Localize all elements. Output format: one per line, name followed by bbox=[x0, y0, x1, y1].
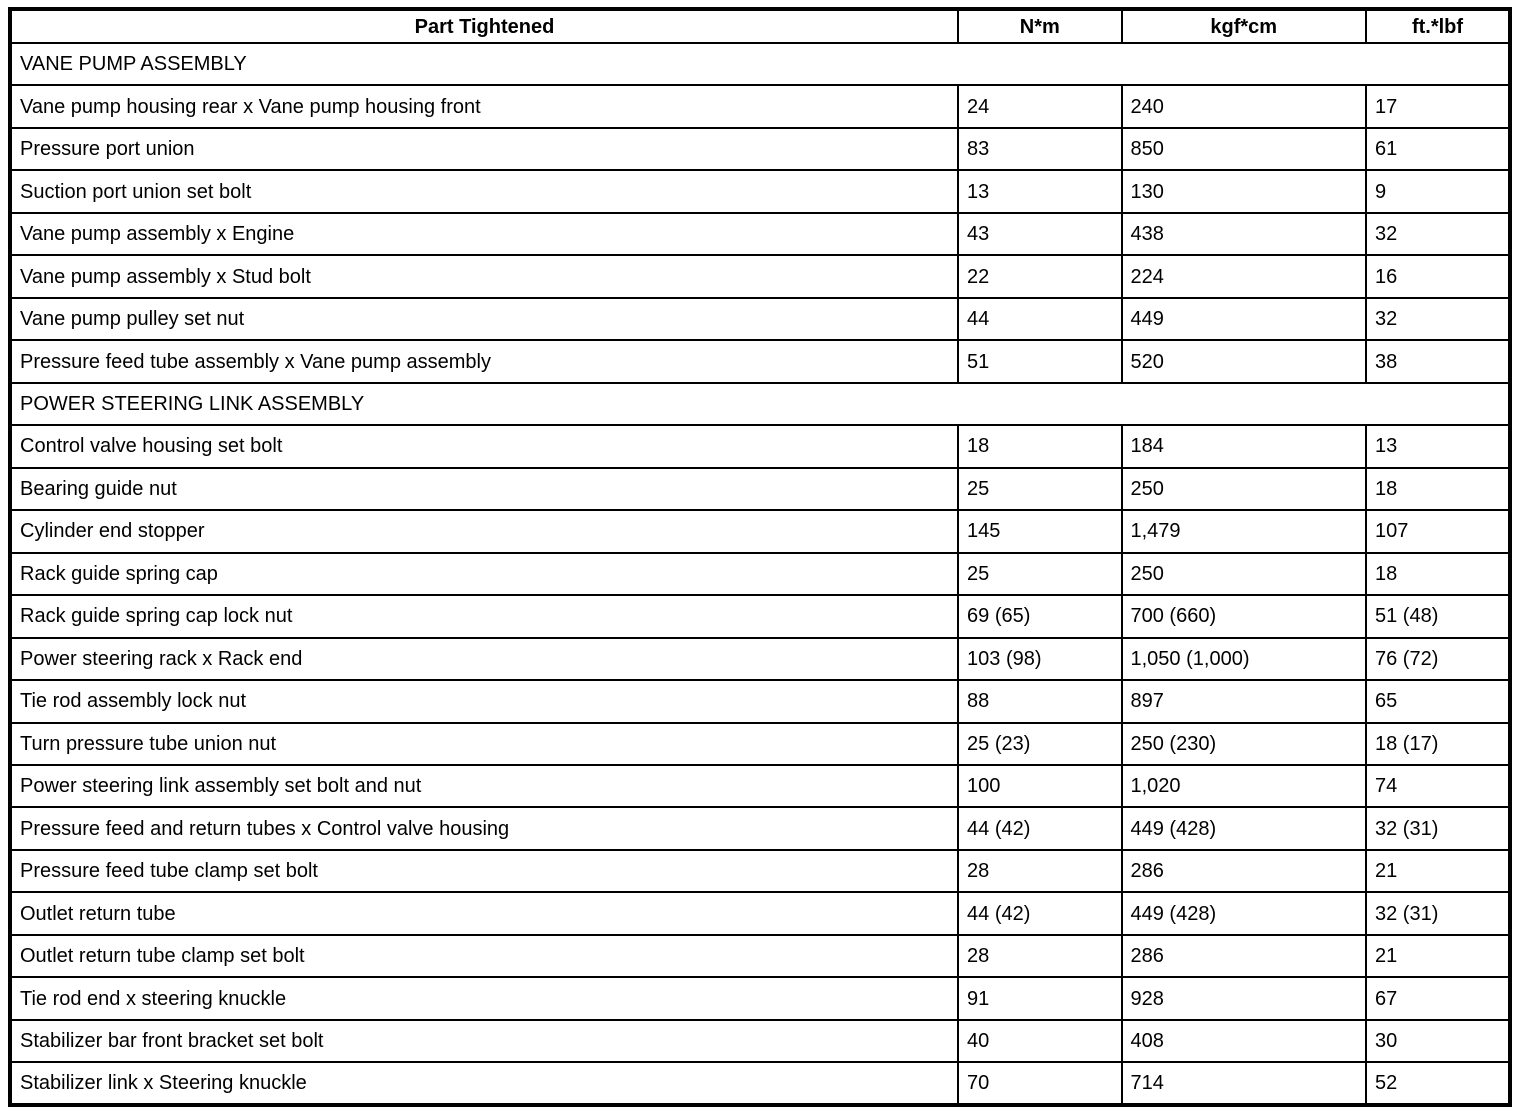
column-header-ftlbf: ft.*lbf bbox=[1366, 9, 1510, 43]
table-row bbox=[10, 680, 1510, 722]
table-row bbox=[10, 213, 1510, 255]
ftlbf-cell: 21 bbox=[1366, 935, 1510, 977]
column-header-kgfcm: kgf*cm bbox=[1122, 9, 1366, 43]
ftlbf-cell: 18 bbox=[1366, 553, 1510, 595]
ftlbf-cell: 32 (31) bbox=[1366, 807, 1510, 849]
ftlbf-cell: 21 bbox=[1366, 850, 1510, 892]
ftlbf-cell: 17 bbox=[1366, 85, 1510, 127]
torque-spec-table bbox=[8, 7, 1512, 1107]
ftlbf-cell: 16 bbox=[1366, 255, 1510, 297]
kgfcm-cell: 438 bbox=[1122, 213, 1366, 255]
part-cell: Rack guide spring cap bbox=[10, 553, 958, 595]
ftlbf-cell: 76 (72) bbox=[1366, 638, 1510, 680]
part-cell: Rack guide spring cap lock nut bbox=[10, 595, 958, 637]
nm-cell: 91 bbox=[958, 977, 1121, 1019]
ftlbf-cell: 9 bbox=[1366, 170, 1510, 212]
table-row bbox=[10, 807, 1510, 849]
table-row bbox=[10, 128, 1510, 170]
part-cell: Power steering rack x Rack end bbox=[10, 638, 958, 680]
ftlbf-cell: 18 bbox=[1366, 468, 1510, 510]
table-row bbox=[10, 595, 1510, 637]
kgfcm-cell: 250 (230) bbox=[1122, 723, 1366, 765]
kgfcm-cell: 240 bbox=[1122, 85, 1366, 127]
kgfcm-cell: 184 bbox=[1122, 425, 1366, 467]
table-row bbox=[10, 850, 1510, 892]
kgfcm-cell: 286 bbox=[1122, 935, 1366, 977]
table-row bbox=[10, 638, 1510, 680]
nm-cell: 44 (42) bbox=[958, 807, 1121, 849]
kgfcm-cell: 1,050 (1,000) bbox=[1122, 638, 1366, 680]
ftlbf-cell: 74 bbox=[1366, 765, 1510, 807]
nm-cell: 40 bbox=[958, 1020, 1121, 1062]
part-cell: Control valve housing set bolt bbox=[10, 425, 958, 467]
ftlbf-cell: 107 bbox=[1366, 510, 1510, 552]
ftlbf-cell: 32 bbox=[1366, 213, 1510, 255]
kgfcm-cell: 250 bbox=[1122, 553, 1366, 595]
kgfcm-cell: 224 bbox=[1122, 255, 1366, 297]
ftlbf-cell: 18 (17) bbox=[1366, 723, 1510, 765]
table-row bbox=[10, 510, 1510, 552]
part-cell: Outlet return tube clamp set bolt bbox=[10, 935, 958, 977]
ftlbf-cell: 38 bbox=[1366, 340, 1510, 382]
table-row bbox=[10, 892, 1510, 934]
nm-cell: 51 bbox=[958, 340, 1121, 382]
part-cell: Turn pressure tube union nut bbox=[10, 723, 958, 765]
table-row bbox=[10, 340, 1510, 382]
nm-cell: 103 (98) bbox=[958, 638, 1121, 680]
nm-cell: 145 bbox=[958, 510, 1121, 552]
table-row bbox=[10, 723, 1510, 765]
kgfcm-cell: 408 bbox=[1122, 1020, 1366, 1062]
nm-cell: 44 bbox=[958, 298, 1121, 340]
part-cell: Cylinder end stopper bbox=[10, 510, 958, 552]
nm-cell: 100 bbox=[958, 765, 1121, 807]
part-cell: Vane pump assembly x Stud bolt bbox=[10, 255, 958, 297]
nm-cell: 22 bbox=[958, 255, 1121, 297]
table-row bbox=[10, 765, 1510, 807]
part-cell: Pressure feed and return tubes x Control valve housing bbox=[10, 807, 958, 849]
section-row bbox=[10, 383, 1510, 425]
part-cell: Vane pump assembly x Engine bbox=[10, 213, 958, 255]
section-row bbox=[10, 43, 1510, 85]
ftlbf-cell: 52 bbox=[1366, 1062, 1510, 1105]
table-row bbox=[10, 255, 1510, 297]
part-cell: Bearing guide nut bbox=[10, 468, 958, 510]
kgfcm-cell: 700 (660) bbox=[1122, 595, 1366, 637]
part-cell: Pressure port union bbox=[10, 128, 958, 170]
part-cell: Pressure feed tube clamp set bolt bbox=[10, 850, 958, 892]
ftlbf-cell: 32 bbox=[1366, 298, 1510, 340]
ftlbf-cell: 30 bbox=[1366, 1020, 1510, 1062]
kgfcm-cell: 1,020 bbox=[1122, 765, 1366, 807]
kgfcm-cell: 250 bbox=[1122, 468, 1366, 510]
ftlbf-cell: 13 bbox=[1366, 425, 1510, 467]
ftlbf-cell: 51 (48) bbox=[1366, 595, 1510, 637]
ftlbf-cell: 61 bbox=[1366, 128, 1510, 170]
table-row bbox=[10, 1062, 1510, 1105]
header-row bbox=[10, 9, 1510, 43]
part-cell: Tie rod assembly lock nut bbox=[10, 680, 958, 722]
part-cell: Stabilizer link x Steering knuckle bbox=[10, 1062, 958, 1105]
table-row bbox=[10, 85, 1510, 127]
ftlbf-cell: 67 bbox=[1366, 977, 1510, 1019]
table-body bbox=[10, 43, 1510, 1105]
nm-cell: 24 bbox=[958, 85, 1121, 127]
part-cell: Stabilizer bar front bracket set bolt bbox=[10, 1020, 958, 1062]
kgfcm-cell: 1,479 bbox=[1122, 510, 1366, 552]
kgfcm-cell: 897 bbox=[1122, 680, 1366, 722]
kgfcm-cell: 286 bbox=[1122, 850, 1366, 892]
column-header-nm: N*m bbox=[958, 9, 1121, 43]
nm-cell: 88 bbox=[958, 680, 1121, 722]
part-cell: Outlet return tube bbox=[10, 892, 958, 934]
nm-cell: 43 bbox=[958, 213, 1121, 255]
kgfcm-cell: 850 bbox=[1122, 128, 1366, 170]
nm-cell: 69 (65) bbox=[958, 595, 1121, 637]
kgfcm-cell: 130 bbox=[1122, 170, 1366, 212]
part-cell: Power steering link assembly set bolt and nut bbox=[10, 765, 958, 807]
part-cell: Vane pump housing rear x Vane pump housing front bbox=[10, 85, 958, 127]
nm-cell: 83 bbox=[958, 128, 1121, 170]
kgfcm-cell: 520 bbox=[1122, 340, 1366, 382]
kgfcm-cell: 928 bbox=[1122, 977, 1366, 1019]
part-cell: Vane pump pulley set nut bbox=[10, 298, 958, 340]
table-row bbox=[10, 468, 1510, 510]
ftlbf-cell: 65 bbox=[1366, 680, 1510, 722]
table-row bbox=[10, 977, 1510, 1019]
table-row bbox=[10, 935, 1510, 977]
nm-cell: 25 bbox=[958, 468, 1121, 510]
table-row bbox=[10, 425, 1510, 467]
nm-cell: 25 bbox=[958, 553, 1121, 595]
table-row bbox=[10, 1020, 1510, 1062]
part-cell: Suction port union set bolt bbox=[10, 170, 958, 212]
table-row bbox=[10, 298, 1510, 340]
nm-cell: 13 bbox=[958, 170, 1121, 212]
nm-cell: 28 bbox=[958, 935, 1121, 977]
ftlbf-cell: 32 (31) bbox=[1366, 892, 1510, 934]
table-row bbox=[10, 170, 1510, 212]
part-cell: Pressure feed tube assembly x Vane pump assembly bbox=[10, 340, 958, 382]
column-header-part-tightened: Part Tightened bbox=[10, 9, 958, 43]
nm-cell: 18 bbox=[958, 425, 1121, 467]
part-cell: Tie rod end x steering knuckle bbox=[10, 977, 958, 1019]
section-title: POWER STEERING LINK ASSEMBLY bbox=[10, 383, 1510, 425]
kgfcm-cell: 449 (428) bbox=[1122, 807, 1366, 849]
nm-cell: 28 bbox=[958, 850, 1121, 892]
table-row bbox=[10, 553, 1510, 595]
kgfcm-cell: 714 bbox=[1122, 1062, 1366, 1105]
nm-cell: 25 (23) bbox=[958, 723, 1121, 765]
section-title: VANE PUMP ASSEMBLY bbox=[10, 43, 1510, 85]
kgfcm-cell: 449 (428) bbox=[1122, 892, 1366, 934]
nm-cell: 44 (42) bbox=[958, 892, 1121, 934]
nm-cell: 70 bbox=[958, 1062, 1121, 1105]
kgfcm-cell: 449 bbox=[1122, 298, 1366, 340]
